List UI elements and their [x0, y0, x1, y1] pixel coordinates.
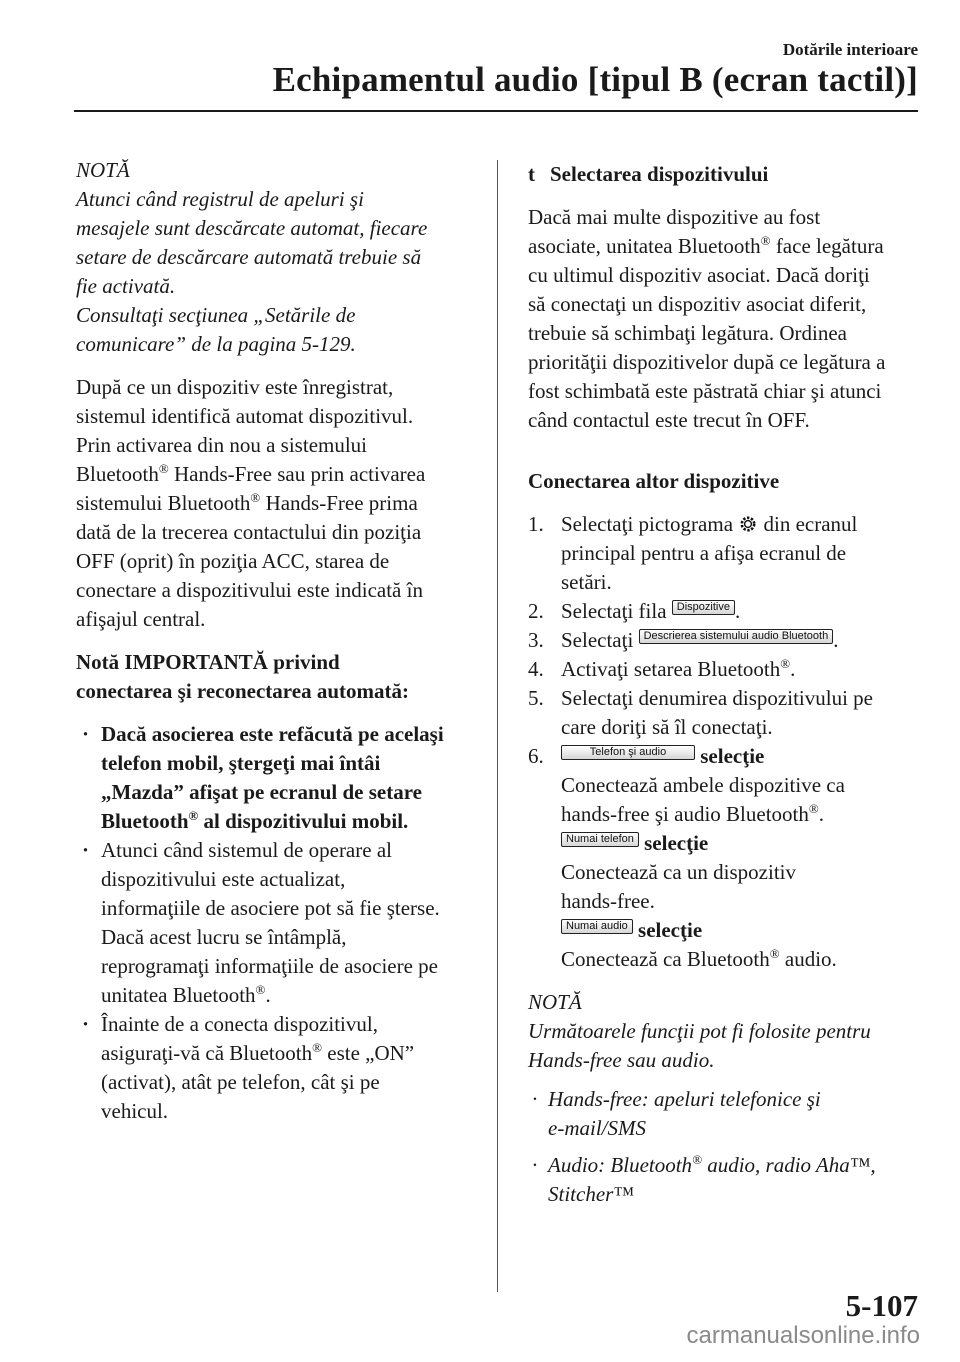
text-span: . [265, 983, 271, 1007]
bullet-text: reprogramaţi informaţiile de asociere pe [101, 954, 439, 978]
text-span: selecţie [632, 918, 703, 942]
body-text: OFF (oprit) în poziţia ACC, starea de [76, 549, 390, 573]
text-span: hands-free şi audio Bluetooth [561, 802, 809, 826]
audio-only-button: Numai audio [561, 919, 633, 934]
header-rule [74, 110, 918, 112]
note-text: Următoarele funcţii pot fi folosite pentru [528, 1019, 871, 1043]
phone-only-button: Numai telefon [561, 832, 639, 847]
body-text: Dacă mai multe dispozitive au fost [528, 205, 821, 229]
body-text: priorităţii dispozitivelor după ce legătura a [528, 350, 886, 374]
body-text: să conectaţi un dispozitiv asociat diferit, [528, 292, 867, 316]
bullet-item [76, 836, 476, 1010]
option-text [561, 945, 920, 974]
bullet-text: dispozitivului este actualizat, [101, 867, 346, 891]
registered-mark: ® [188, 808, 199, 823]
body-text: când contactul este trecut în OFF. [528, 408, 810, 432]
body-text [76, 489, 476, 518]
bullet-item [76, 1010, 476, 1126]
text-span: Audio: Bluetooth [548, 1153, 693, 1177]
body-text: fost schimbată este păstrată chiar şi atunci [528, 379, 882, 403]
body-text: afişajul central. [76, 607, 206, 631]
text-span: . [790, 657, 796, 681]
important-heading [76, 648, 476, 706]
step-text [561, 510, 920, 539]
note-text: setare de descărcare automată trebuie să [76, 245, 422, 269]
watermark: carmanualsonline.info [686, 1322, 920, 1349]
step-3 [528, 626, 920, 655]
bullet-text: · Înainte de a conecta dispozitivul, [101, 1012, 378, 1036]
step-6 [528, 742, 920, 974]
text-span: Selectaţi [561, 628, 639, 652]
bullet-text: informaţiile de asociere pot să fie şterse. [101, 896, 440, 920]
paragraph-registration [76, 373, 476, 634]
body-text: cu ultimul dispozitiv asociat. Dacă doriţi [528, 263, 870, 287]
registered-mark: ® [780, 656, 791, 671]
page-number: 5-107 [845, 1288, 918, 1323]
body-text: trebuie să schimbaţi legătura. Ordinea [528, 321, 847, 345]
text-span: sistemului Bluetooth [76, 491, 251, 515]
body-text [76, 460, 476, 489]
heading-text: conectarea şi reconectarea automată: [76, 679, 409, 703]
text-span: . [734, 599, 741, 623]
step-text: Selectaţi denumirea dispozitivului pe [561, 686, 873, 710]
text-span: Bluetooth [76, 462, 159, 486]
text-span: Selectaţi pictograma [561, 512, 739, 536]
text-span: Activaţi setarea Bluetooth [561, 657, 781, 681]
step-number: 4. [528, 657, 544, 681]
note-bullet-text: · Hands-free: apeluri telefonice şi [548, 1087, 821, 1111]
heading-text: Notă IMPORTANTĂ privind [76, 650, 340, 674]
option-text: Conectează ca un dispozitiv [561, 860, 796, 884]
section-heading: Conectarea altor dispozitive [528, 469, 780, 493]
note-text: fie activată. [76, 274, 176, 298]
subsection-heading [528, 160, 920, 189]
body-text: sistemul identifică automat dispozitivul. [76, 404, 414, 428]
bullet-text: telefon mobil, ştergeţi mai întâi [101, 751, 381, 775]
bullet-text: (activat), atât pe telefon, cât şi pe [101, 1070, 380, 1094]
note-text: Hands-free sau audio. [528, 1048, 715, 1072]
step-1 [528, 510, 920, 597]
step-text: care doriţi să îl conectaţi. [561, 715, 773, 739]
text-span: al dispozitivului mobil. [198, 809, 409, 833]
note-bullet-item [528, 1151, 920, 1209]
option-title [561, 742, 920, 771]
left-column [76, 156, 476, 1126]
text-span: selecţie [695, 744, 765, 768]
step-text [561, 655, 920, 684]
step-number: 6. [528, 744, 544, 768]
note-bullet-text: Stitcher™ [548, 1182, 634, 1206]
note-block [528, 988, 920, 1209]
option-title [561, 829, 920, 858]
option-title [561, 916, 920, 945]
step-number: 1. [528, 512, 544, 536]
registered-mark: ® [769, 946, 780, 961]
note-label: NOTĂ [528, 990, 582, 1014]
registered-mark: ® [158, 461, 169, 476]
registered-mark: ® [255, 982, 266, 997]
bullet-text: vehicul. [101, 1099, 169, 1123]
body-text: dată de la trecerea contactului din poziţia [76, 520, 422, 544]
right-column [528, 160, 920, 1209]
text-span: Hands-Free sau prin activarea [168, 462, 426, 486]
step-4 [528, 655, 920, 684]
gear-icon [738, 514, 758, 534]
bullet-item [76, 720, 476, 836]
step-text: principal pentru a afişa ecranul de [561, 541, 847, 565]
step-5 [528, 684, 920, 742]
text-span: Hands-Free prima [260, 491, 418, 515]
bullet-text: Dacă acest lucru se întâmplă, [101, 925, 347, 949]
registered-mark: ® [250, 490, 261, 505]
devices-tab-button: Dispozitive [672, 600, 735, 615]
step-text: setări. [561, 570, 612, 594]
text-span: unitatea Bluetooth [101, 983, 256, 1007]
note-text: mesajele sunt descărcate automat, fiecare [76, 216, 428, 240]
option-text [561, 800, 920, 829]
step-number: 3. [528, 628, 544, 652]
registered-mark: ® [312, 1040, 322, 1055]
note-text: Consultaţi secţiunea „Setările de [76, 303, 356, 327]
bullet-text [101, 1039, 476, 1068]
text-span: Bluetooth [101, 809, 189, 833]
text-span: . [833, 628, 839, 652]
text-span: din ecranul [758, 512, 858, 536]
option-text: hands-free. [561, 889, 655, 913]
bullet-text [101, 807, 476, 836]
text-span: asociate, unitatea Bluetooth [528, 234, 761, 258]
option-text: Conectează ambele dispozitive ca [561, 773, 845, 797]
bluetooth-audio-button: Descrierea sistemului audio Bluetooth [639, 629, 834, 644]
note-block [76, 156, 476, 359]
note-bullet-text [548, 1151, 920, 1180]
step-text [561, 597, 920, 626]
text-span: Conectează ca Bluetooth [561, 947, 770, 971]
bullet-text: · Atunci când sistemul de operare al [101, 838, 392, 862]
section-header: Dotările interioare [782, 40, 918, 59]
note-bullet-item [528, 1085, 920, 1143]
text-span: este „ON” [322, 1041, 415, 1065]
registered-mark: ® [692, 1152, 702, 1167]
phone-and-audio-button: Telefon şi audio [561, 745, 695, 760]
step-number: 2. [528, 599, 544, 623]
column-divider [497, 160, 498, 1292]
registered-mark: ® [760, 233, 771, 248]
text-span: audio, radio Aha™, [701, 1153, 876, 1177]
bullet-text [101, 981, 476, 1010]
bullet-text: · Dacă asocierea este refăcută pe acelaşi [101, 722, 444, 746]
paragraph-device-selection [528, 203, 920, 435]
step-2 [528, 597, 920, 626]
note-label: NOTĂ [76, 158, 130, 182]
text-span: face legătura [770, 234, 884, 258]
bullet-text: „Mazda” afişat pe ecranul de setare [101, 780, 422, 804]
subsection-marker-icon: t [528, 162, 535, 186]
note-text: comunicare” de la pagina 5-129. [76, 332, 356, 356]
page-title: Echipamentul audio [tipul B (ecran tactil)] [272, 60, 918, 99]
text-span: selecţie [638, 831, 709, 855]
step-number: 5. [528, 686, 544, 710]
body-text: După ce un dispozitiv este înregistrat, [76, 375, 394, 399]
registered-mark: ® [808, 801, 819, 816]
note-text: Atunci când registrul de apeluri şi [76, 187, 364, 211]
body-text: Prin activarea din nou a sistemului [76, 433, 368, 457]
text-span: asiguraţi-vă că Bluetooth [101, 1041, 313, 1065]
step-text [561, 626, 920, 655]
body-text [528, 232, 920, 261]
text-span: audio. [779, 947, 837, 971]
text-span: Selectarea dispozitivului [550, 162, 769, 186]
text-span: . [818, 802, 824, 826]
body-text: conectare a dispozitivului este indicată în [76, 578, 423, 602]
note-bullet-text: e-mail/SMS [548, 1116, 646, 1140]
text-span: Selectaţi fila [561, 599, 672, 623]
